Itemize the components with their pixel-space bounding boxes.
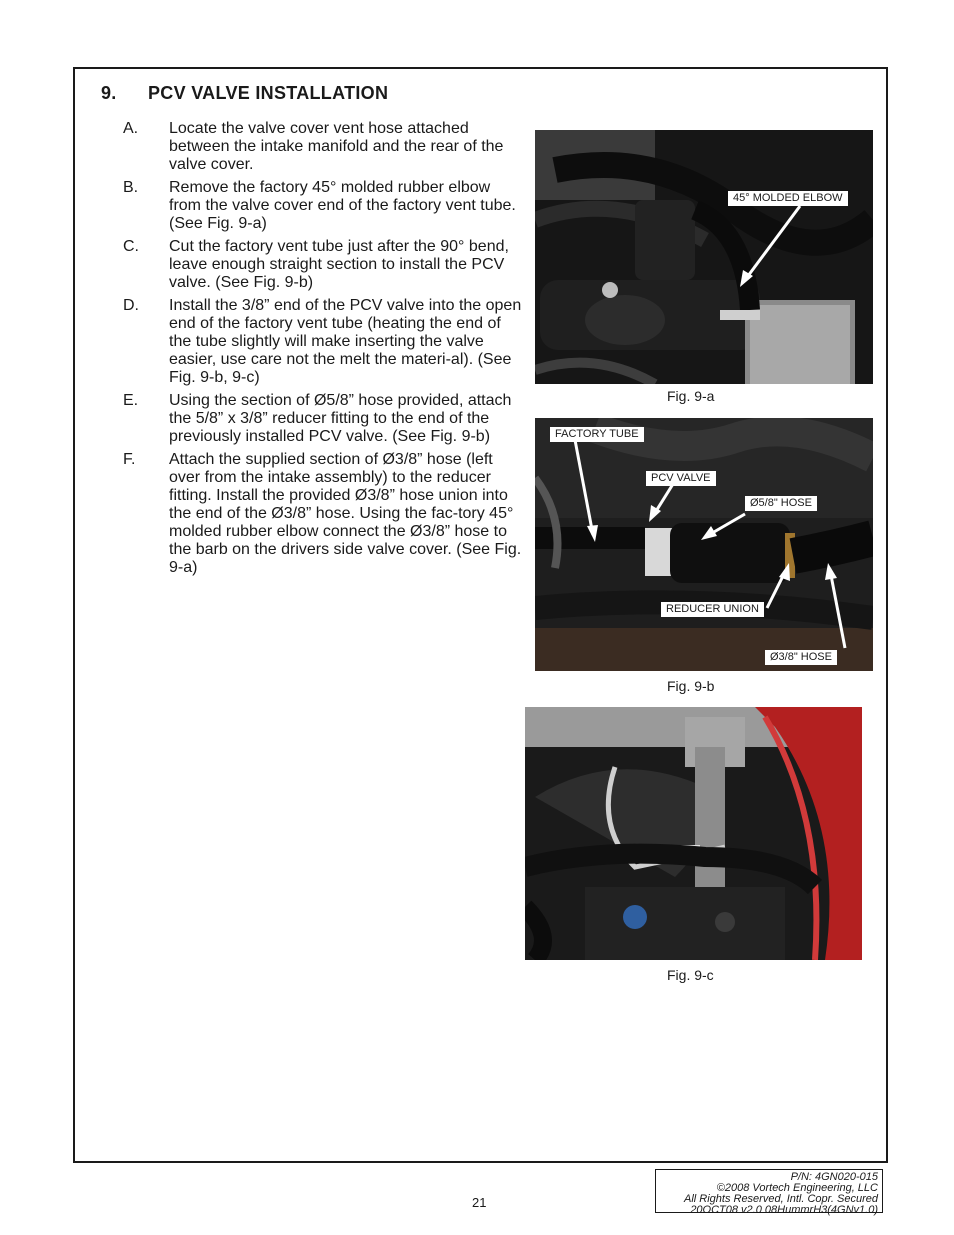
callout-reducer-union: REDUCER UNION (661, 602, 764, 617)
step-letter: E. (123, 392, 139, 409)
step-text: Remove the factory 45° molded rubber elbow from the valve cover end of the factory vent tube. (See Fig. 9-a) (169, 179, 516, 232)
engine-photo-c (525, 707, 862, 960)
step-text: Using the section of Ø5/8” hose provided, attach the 5/8” x 3/8” reducer fitting to the end of the previously installed PCV valve. (See Fig. 9-b) (169, 392, 512, 445)
step-letter: B. (123, 179, 139, 196)
section-number: 9. (101, 83, 117, 103)
callout-hose-38: Ø3/8" HOSE (765, 650, 837, 665)
page-number: 21 (472, 1195, 487, 1210)
instruction-steps (123, 120, 523, 582)
figure-9c-photo (525, 707, 862, 960)
document-info-box (655, 1169, 883, 1216)
callout-molded-elbow: 45° MOLDED ELBOW (728, 191, 848, 206)
figure-9a-caption: Fig. 9-a (667, 388, 715, 404)
step-f (123, 451, 523, 577)
step-text: Install the 3/8” end of the PCV valve into the open end of the factory vent tube (heating the end of the tube slightly will make inserting the valve easier, use care not the melt the materi-al). (See Fig. 9-b, 9-c) (169, 297, 522, 386)
section-title: PCV VALVE INSTALLATION (148, 83, 389, 103)
step-c (123, 238, 523, 292)
step-text: Cut the factory vent tube just after the 90° bend, leave enough straight section to install the PCV valve. (See Fig. 9-b) (169, 238, 509, 291)
engine-photo-a (535, 130, 873, 384)
callout-hose-58: Ø5/8" HOSE (745, 496, 817, 511)
copyright: ©2008 Vortech Engineering, LLC (716, 1182, 878, 1194)
figure-9b-photo (535, 418, 873, 671)
figure-9a-photo (535, 130, 873, 384)
step-d (123, 297, 523, 387)
step-letter: C. (123, 238, 139, 255)
engine-photo-b (535, 418, 873, 671)
callout-pcv-valve: PCV VALVE (646, 471, 716, 486)
step-letter: A. (123, 120, 139, 137)
figure-9c-caption: Fig. 9-c (667, 967, 714, 983)
figure-9b-caption: Fig. 9-b (667, 678, 715, 694)
section-heading (101, 83, 388, 104)
callout-factory-tube: FACTORY TUBE (550, 427, 644, 442)
rights-notice: All Rights Reserved, Intl. Copr. Secured (683, 1193, 878, 1205)
revision: 20OCT08 v2.0 08HummrH3(4GNv1.0) (690, 1204, 878, 1216)
step-e (123, 392, 523, 446)
step-letter: F. (123, 451, 136, 468)
part-number: P/N: 4GN020-015 (790, 1171, 878, 1183)
step-letter: D. (123, 297, 139, 314)
step-b (123, 179, 523, 233)
step-a (123, 120, 523, 174)
step-text: Attach the supplied section of Ø3/8” hose (left over from the intake assembly) to the reducer fitting. Install the provided Ø3/8” hose union into the end of the Ø3/8” hose. Using the fac-tory 45° molded rubber elbow connect the Ø3/8” hose to the barb on the drivers side valve cover. (See Fig. 9-a) (169, 451, 522, 576)
step-text: Locate the valve cover vent hose attached between the intake manifold and the rear of the valve cover. (169, 120, 504, 173)
